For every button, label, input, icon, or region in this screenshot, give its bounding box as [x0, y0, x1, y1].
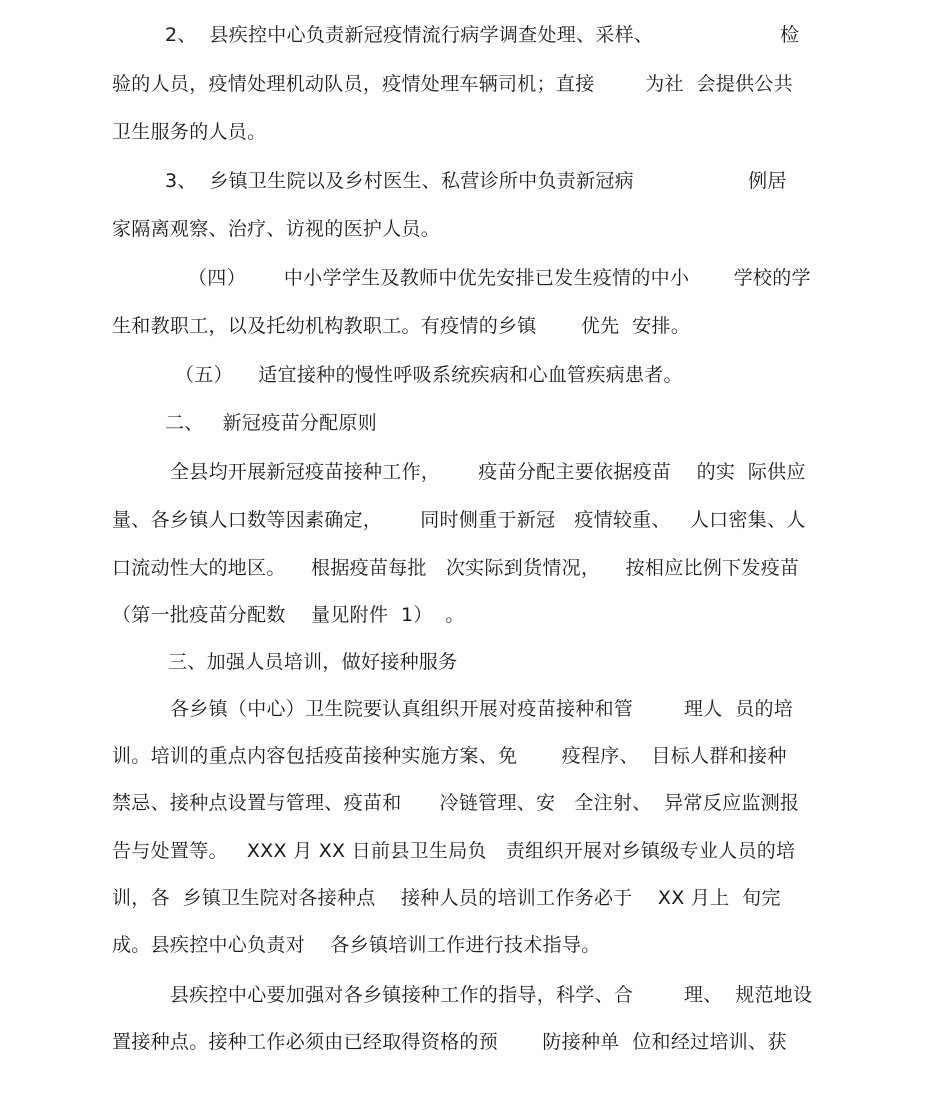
text-line: 验的人员，疫情处理机动队员，疫情处理车辆司机；直接 为社 会提供公共	[112, 73, 793, 95]
text-line: 成。县疾控中心负责对 各乡镇培训工作进行技术指导。	[112, 934, 601, 956]
text-line: 全县均开展新冠疫苗接种工作， 疫苗分配主要依据疫苗 的实 际供应	[170, 461, 806, 483]
section-heading: 二、 新冠疫苗分配原则	[165, 412, 378, 434]
text-line: 训。培训的重点内容包括疫苗接种实施方案、免 疫程序、 目标人群和接种	[112, 745, 787, 767]
section-heading: 三、加强人员培训，做好接种服务	[168, 651, 458, 673]
text-line: 训，各 乡镇卫生院对各接种点 接种人员的培训工作务必于 XX 月上 旬完	[112, 887, 781, 909]
text-line: 3、 乡镇卫生院以及乡村医生、私营诊所中负责新冠病 例居	[165, 170, 787, 192]
text-line: （五） 适宜接种的慢性呼吸系统疾病和心血管疾病患者。	[175, 364, 683, 386]
text-line: 2、 县疾控中心负责新冠疫情流行病学调查处理、采样、 检	[165, 24, 800, 46]
text-line: 置接种点。接种工作必须由已经取得资格的预 防接种单 位和经过培训、获	[112, 1031, 787, 1053]
text-line: 卫生服务的人员。	[112, 121, 267, 143]
text-line: 告与处置等。 XXX 月 XX 日前县卫生局负 责组织开展对乡镇级专业人员的培	[112, 840, 796, 862]
text-line: 家隔离观察、治疗、访视的医护人员。	[112, 218, 441, 240]
text-line: （第一批疫苗分配数 量见附件 1） 。	[112, 604, 465, 626]
text-line: （四） 中小学学生及教师中优先安排已发生疫情的中小 学校的学	[188, 267, 811, 289]
text-line: 生和教职工，以及托幼机构教职工。有疫情的乡镇 优先 安排。	[112, 315, 691, 337]
text-line: 禁忌、接种点设置与管理、疫苗和 冷链管理、安 全注射、 异常反应监测报	[112, 792, 800, 814]
text-line: 各乡镇（中心）卫生院要认真组织开展对疫苗接种和管 理人 员的培	[170, 698, 794, 720]
text-line: 口流动性大的地区。 根据疫苗每批 次实际到货情况， 按相应比例下发疫苗	[112, 557, 800, 579]
text-line: 县疾控中心要加强对各乡镇接种工作的指导，科学、合 理、 规范地设	[170, 984, 813, 1006]
text-line: 量、各乡镇人口数等因素确定， 同时侧重于新冠 疫情较重、 人口密集、人	[112, 509, 806, 531]
